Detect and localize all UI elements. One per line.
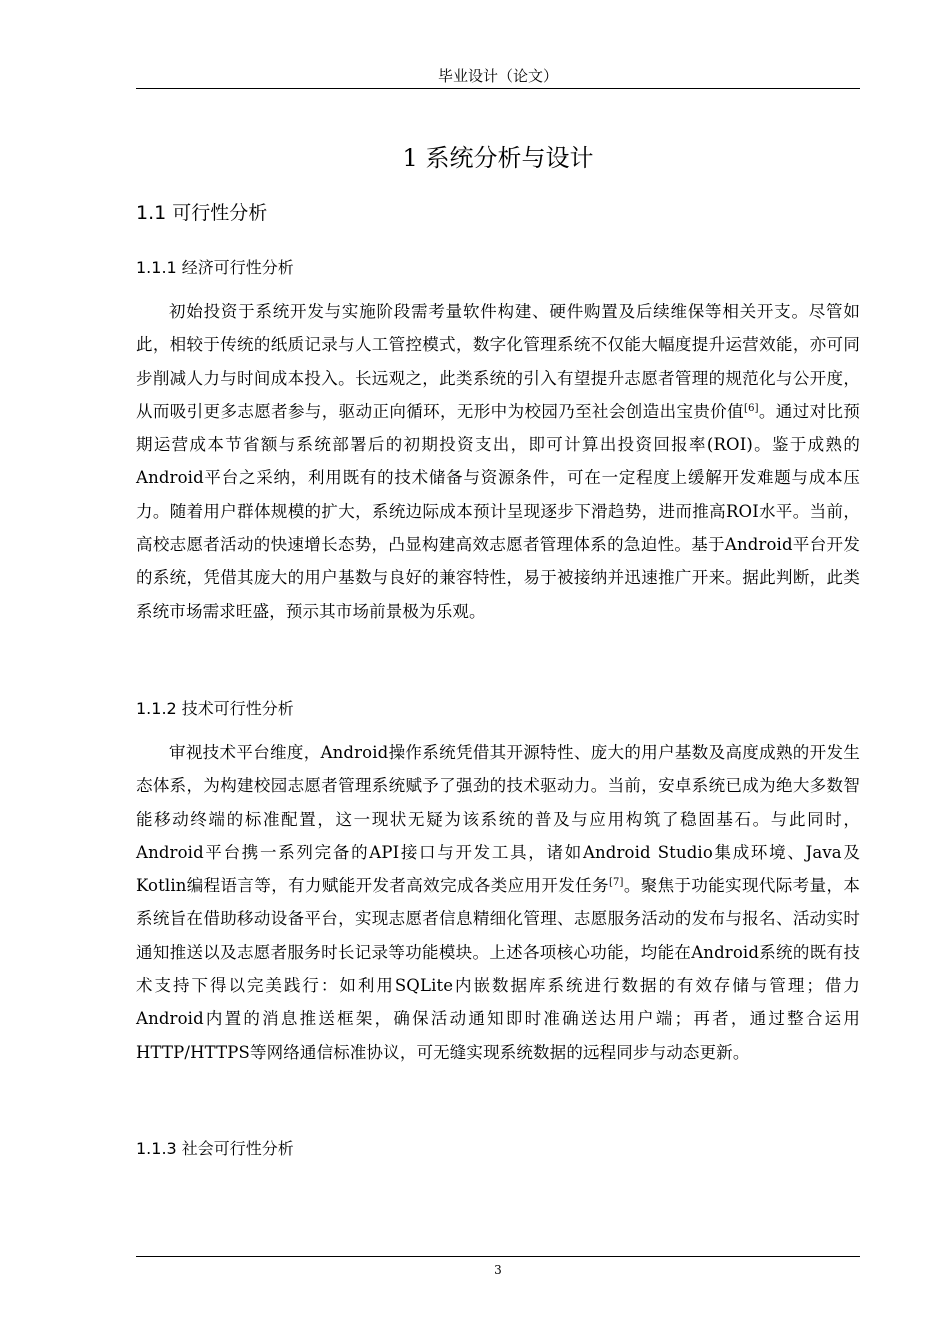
page-number: 3 — [494, 1263, 502, 1277]
paragraph-text: 审视技术平台维度，Android操作系统凭借其开源特性、庞大的用户基数及高度成熟的开发生态体系，为构建校园志愿者管理系统赋予了强劲的技术驱动力。当前，安卓系统已成为绝大多数智能移动终端的标准配置，这一现状无疑为该系统的普及与应用构筑了稳固基石。与此同时，Android平台携一系列完备的API接口与开发工具，诸如Android Studio集成环境、Java及Kotlin编程语言等，有力赋能开发者高效完成各类应用开发任务 — [136, 743, 860, 896]
paragraph-technical — [136, 736, 860, 1069]
paragraph-text: 。通过对比预期运营成本节省额与系统部署后的初期投资支出，即可计算出投资回报率(ROI)。鉴于成熟的Android平台之采纳，利用既有的技术储备与资源条件，可在一定程度上缓解开发难题与成本压力。随着用户群体规模的扩大，系统边际成本预计呈现逐步下滑趋势，进而推高ROI水平。当前，高校志愿者活动的快速增长态势，凸显构建高效志愿者管理体系的急迫性。基于Android平台开发的系统，凭借其庞大的用户基数与良好的兼容特性，易于被接纳并迅速推广开来。据此判断，此类系统市场需求旺盛，预示其市场前景极为乐观。 — [136, 401, 860, 621]
subsection-heading-technical: 1.1.2 技术可行性分析 — [136, 699, 294, 718]
section-title: 1.1 可行性分析 — [136, 202, 268, 224]
chapter-title: 1 系统分析与设计 — [402, 144, 594, 172]
subsection-heading-social: 1.1.3 社会可行性分析 — [136, 1139, 294, 1158]
header-divider — [136, 88, 860, 89]
footer-divider — [136, 1256, 860, 1257]
subsection-heading-economic: 1.1.1 经济可行性分析 — [136, 258, 294, 277]
paragraph-text: 初始投资于系统开发与实施阶段需考量软件构建、硬件购置及后续维保等相关开支。尽管如此，相较于传统的纸质记录与人工管控模式，数字化管理系统不仅能大幅度提升运营效能，亦可同步削减人力与时间成本投入。长远观之，此类系统的引入有望提升志愿者管理的规范化与公开度，从而吸引更多志愿者参与，驱动正向循环，无形中为校园乃至社会创造出宝贵价值 — [136, 302, 860, 421]
paragraph-economic — [136, 295, 860, 628]
paragraph-text: 。聚焦于功能实现代际考量，本系统旨在借助移动设备平台，实现志愿者信息精细化管理、志愿服务活动的发布与报名、活动实时通知推送以及志愿者服务时长记录等功能模块。上述各项核心功能，均能在Android系统的既有技术支持下得以完美践行：如利用SQLite内嵌数据库系统进行数据的有效存储与管理；借力Android内置的消息推送框架，确保活动通知即时准确送达用户端；再者，通过整合运用HTTP/HTTPS等网络通信标准协议，可无缝实现系统数据的远程同步与动态更新。 — [136, 876, 860, 1062]
citation-reference: [6] — [744, 402, 759, 414]
running-header: 毕业设计（论文） — [437, 67, 558, 85]
citation-reference: [7] — [608, 877, 624, 889]
